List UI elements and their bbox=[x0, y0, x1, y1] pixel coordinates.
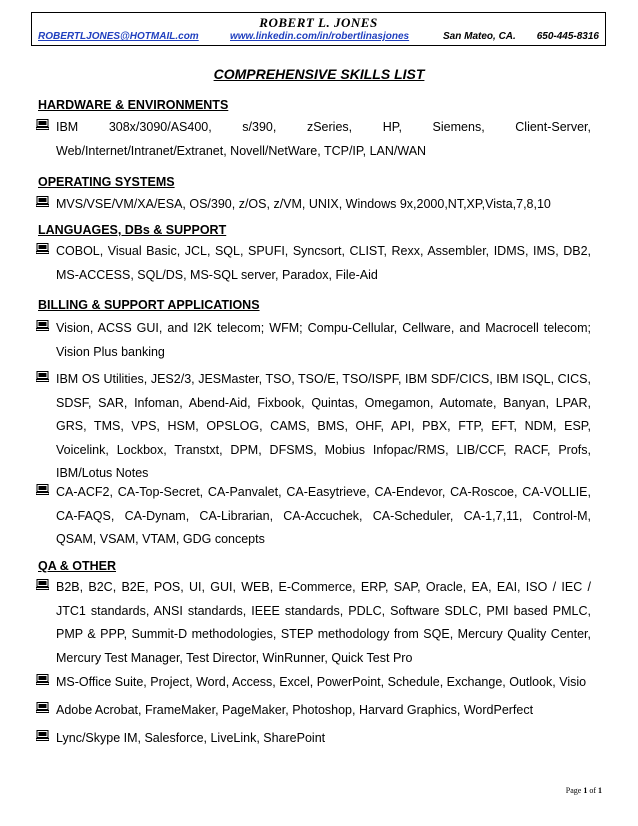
section-heading-qa-other: QA & OTHER bbox=[38, 559, 117, 573]
phone-text: 650-445-8316 bbox=[536, 31, 599, 42]
item-text: COBOL, Visual Basic, JCL, SQL, SPUFI, Syncsort, CLIST, Rexx, Assembler, IDMS, IMS, DB2, MS-ACCESS, SQL/DS, MS-SQL server, Paradox, File-Aid bbox=[56, 244, 591, 282]
item-text: IBM 308x/3090/AS400, s/390, zSeries, HP, Siemens, Client-Server, Web/Internet/Intranet/Extranet, Novell/NetWare, TCP/IP, LAN/WAN bbox=[56, 120, 591, 158]
computer-icon bbox=[36, 371, 49, 382]
computer-icon bbox=[36, 702, 49, 713]
computer-icon bbox=[36, 320, 49, 331]
candidate-name: ROBERT L. JONES bbox=[259, 15, 378, 30]
email-link[interactable]: ROBERTLJONES@HOTMAIL.com bbox=[38, 31, 199, 42]
item-text: Lync/Skype IM, Salesforce, LiveLink, SharePoint bbox=[56, 731, 326, 745]
computer-icon bbox=[36, 674, 49, 685]
computer-icon bbox=[36, 730, 49, 741]
item-text: Adobe Acrobat, FrameMaker, PageMaker, Photoshop, Harvard Graphics, WordPerfect bbox=[56, 703, 534, 717]
page-number bbox=[566, 786, 602, 795]
item-text: IBM OS Utilities, JES2/3, JESMaster, TSO, TSO/E, TSO/ISPF, IBM SDF/CICS, IBM ISQL, CICS, SDSF, SAR, Infoman, Abend-Aid, Fixbook, Quintas, Omegamon, Automate, Banyan, LPAR, GRS, TMS, VPS, HSM, OPSLOG, CAMS, BMS, OHF, API, PBX, FTP, EFT, NDM, ESP, Voicelink, Lockbox, Transtxt, DPM, DFSMS, Mobius Infopac/RMS, LIB/CCF, RACF, Profs, IBM/Lotus Notes bbox=[56, 372, 591, 480]
item-text: Vision, ACSS GUI, and I2K telecom; WFM; Compu-Cellular, Cellware, and Macrocell telecom; Vision Plus banking bbox=[56, 321, 591, 359]
page-current: 1 bbox=[583, 786, 588, 795]
computer-icon bbox=[36, 119, 49, 130]
location-text: San Mateo, CA. bbox=[443, 31, 516, 42]
section-heading-languages: LANGUAGES, DBs & SUPPORT bbox=[38, 223, 227, 237]
item-text: CA-ACF2, CA-Top-Secret, CA-Panvalet, CA-Easytrieve, CA-Endevor, CA-Roscoe, CA-VOLLIE, CA-FAQS, CA-Dynam, CA-Librarian, CA-Accuchek, CA-Scheduler, CA-1,7,11, Control-M, QSAM, VSAM, VTAM, GDG concepts bbox=[56, 485, 591, 546]
section-heading-billing: BILLING & SUPPORT APPLICATIONS bbox=[38, 298, 260, 312]
page-label: Page bbox=[565, 786, 582, 795]
computer-icon bbox=[36, 579, 49, 590]
contact-header bbox=[31, 12, 606, 46]
section-heading-hardware: HARDWARE & ENVIRONMENTS bbox=[38, 98, 229, 112]
item-text: MS-Office Suite, Project, Word, Access, Excel, PowerPoint, Schedule, Exchange, Outlook, Visio bbox=[56, 675, 587, 689]
item-text: B2B, B2C, B2E, POS, UI, GUI, WEB, E-Commerce, ERP, SAP, Oracle, EA, EAI, ISO / IEC / JTC1 standards, ANSI standards, IEEE standards, PDLC, Software SDLC, PMI based PMLC, PMP & PPP, Summit-D methodologies, STEP methodology from SQE, Mercury Quality Center, Mercury Test Manager, Test Director, WinRunner, Quick Test Pro bbox=[56, 580, 591, 665]
linkedin-link[interactable]: www.linkedin.com/in/robertlinasjones bbox=[230, 31, 410, 42]
computer-icon bbox=[36, 484, 49, 495]
page-of: of bbox=[589, 786, 596, 795]
item-text: MVS/VSE/VM/XA/ESA, OS/390, z/OS, z/VM, UNIX, Windows 9x,2000,NT,XP,Vista,7,8,10 bbox=[56, 197, 551, 211]
page-title: COMPREHENSIVE SKILLS LIST bbox=[213, 66, 425, 82]
computer-icon bbox=[36, 196, 49, 207]
section-heading-operating-systems: OPERATING SYSTEMS bbox=[38, 175, 175, 189]
page-total: 1 bbox=[598, 786, 602, 795]
computer-icon bbox=[36, 243, 49, 254]
